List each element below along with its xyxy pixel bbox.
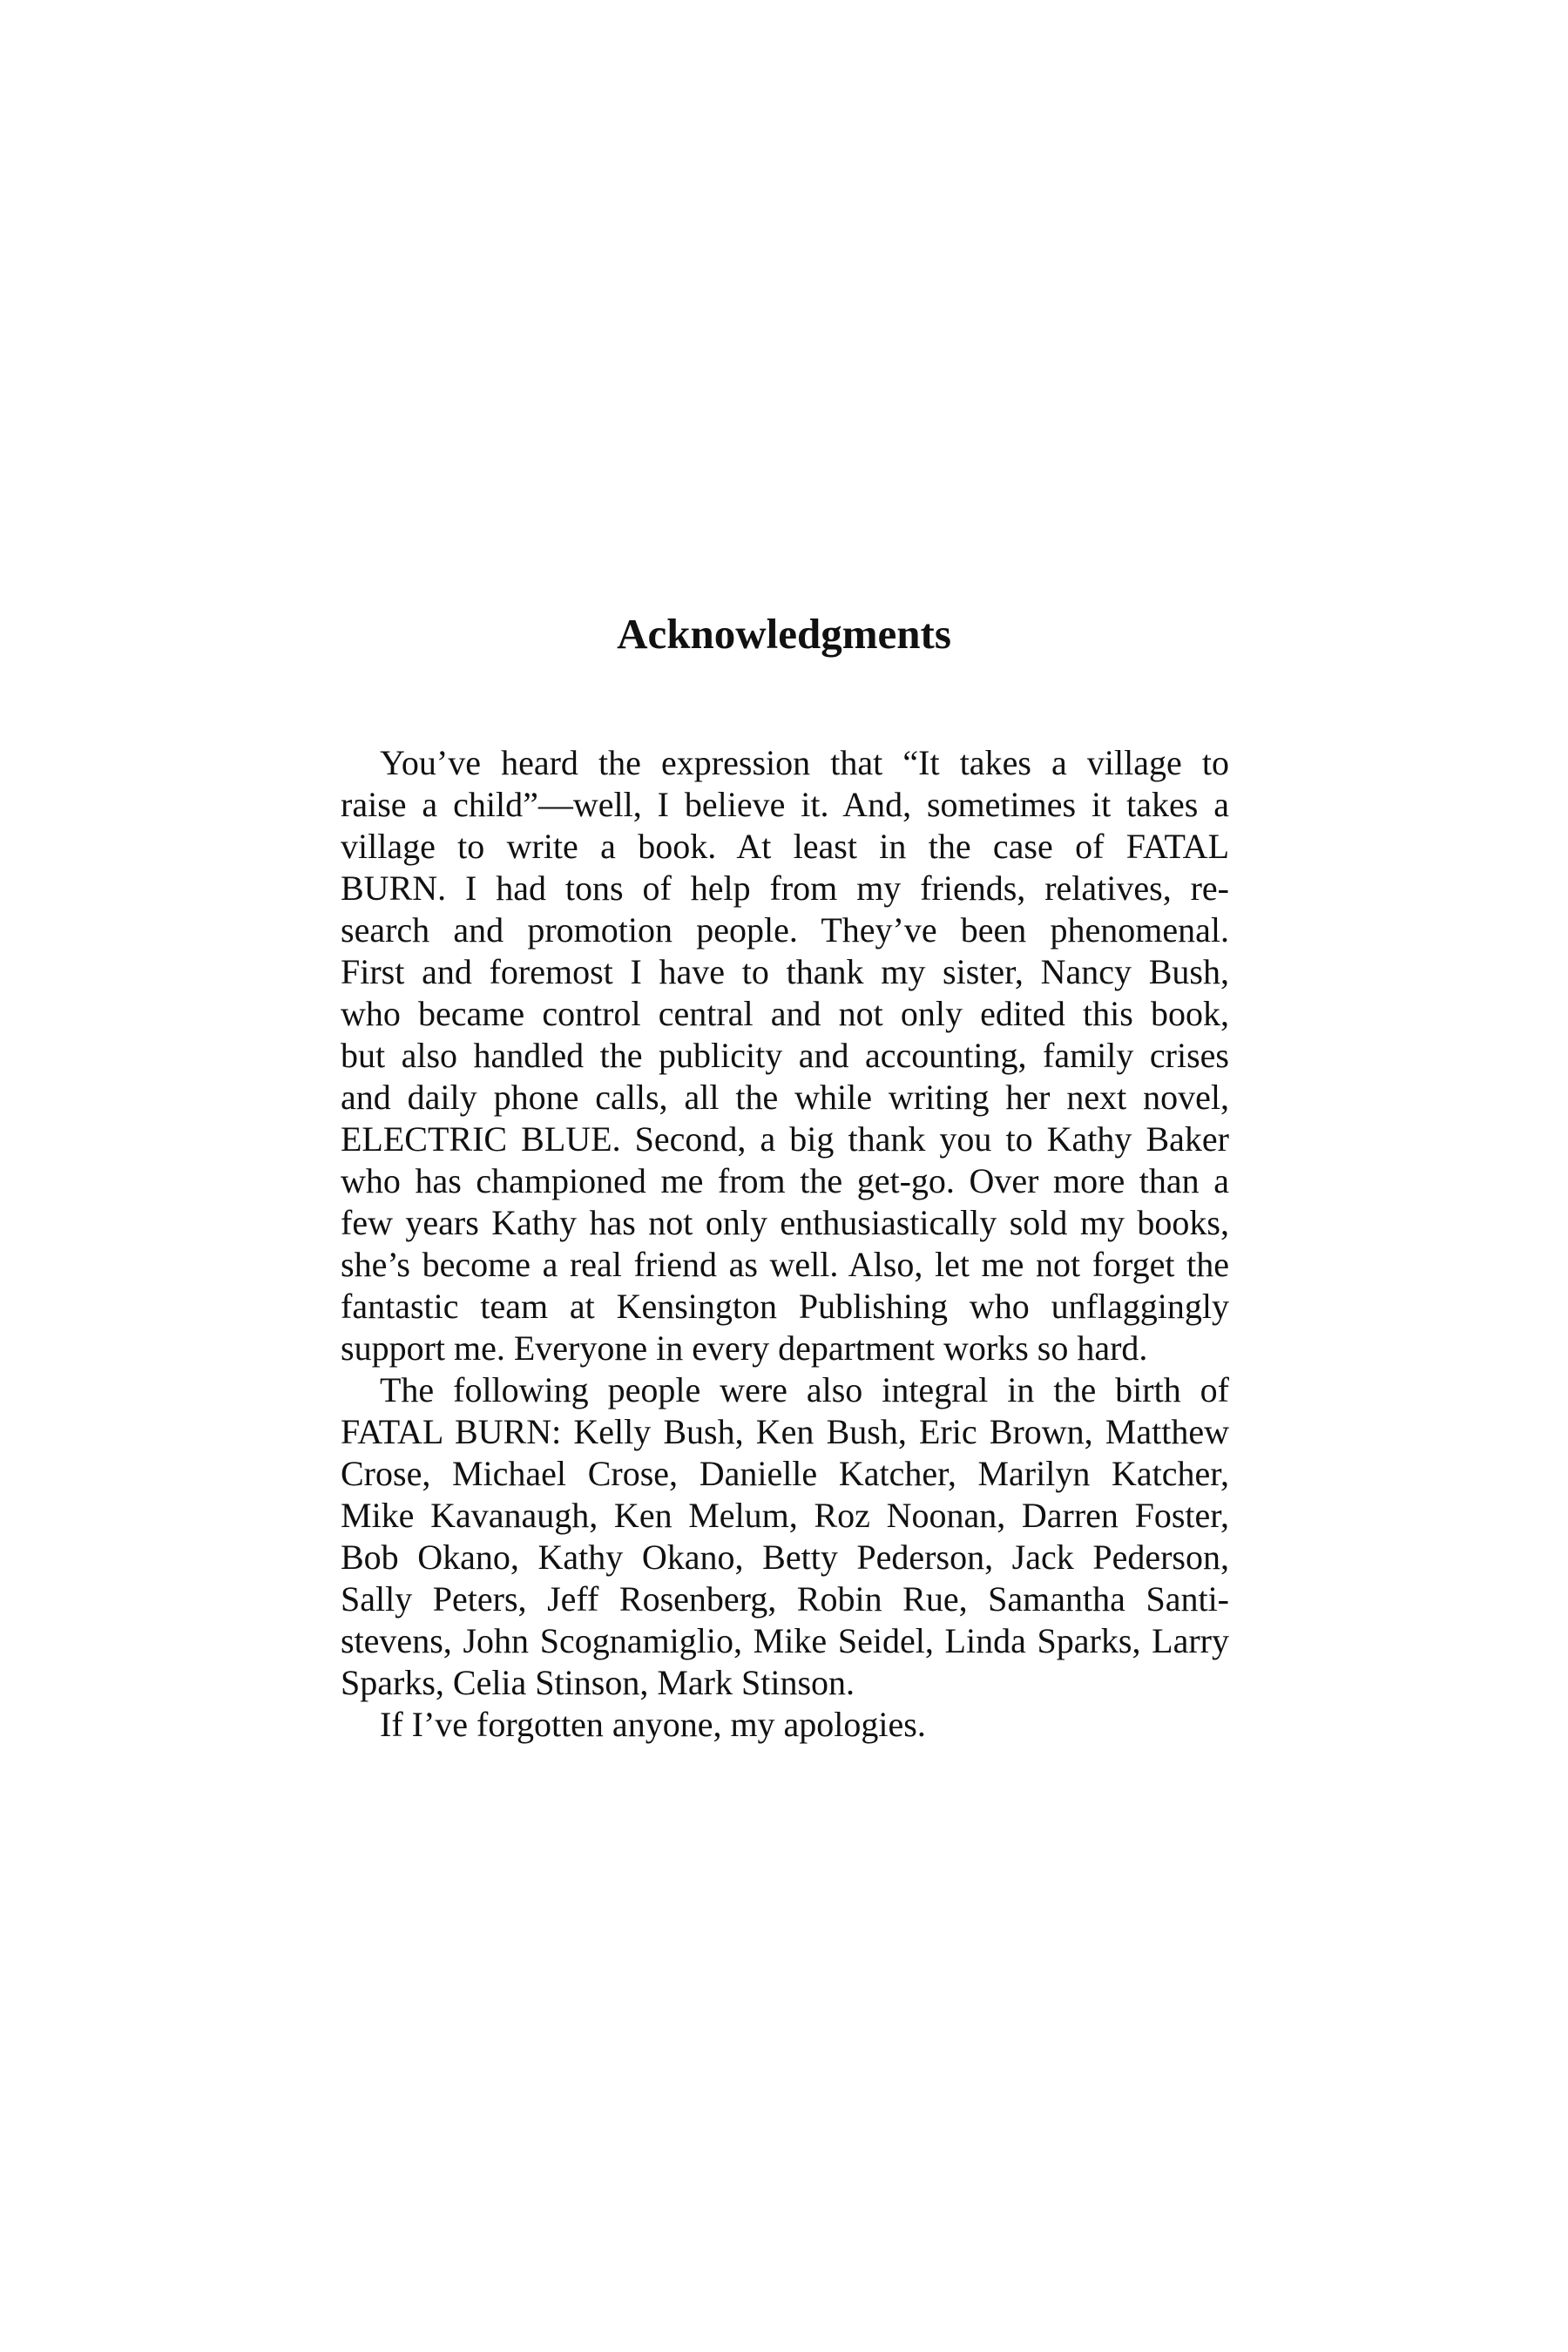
text-line: Bob Okano, Kathy Okano, Betty Pederson, Jack Pederson, — [341, 1538, 1229, 1577]
text-line: Crose, Michael Crose, Danielle Katcher, Marilyn Katcher, — [341, 1454, 1229, 1493]
text-line: Mike Kavanaugh, Ken Melum, Roz Noonan, Darren Foster, — [341, 1496, 1229, 1535]
text-line: she’s become a real friend as well. Also, let me not forget the — [341, 1245, 1229, 1284]
acknowledgments-body — [341, 742, 1229, 1746]
text-line: who became control central and not only edited this book, — [341, 994, 1229, 1033]
text-line: support me. Everyone in every department works so hard. — [341, 1328, 1148, 1368]
paragraph-2 — [341, 1369, 1229, 1704]
text-line: Sparks, Celia Stinson, Mark Stinson. — [341, 1663, 855, 1702]
text-line: fantastic team at Kensington Publishing who unflaggingly — [341, 1287, 1229, 1326]
text-line: search and promotion people. They’ve been phenomenal. — [341, 910, 1229, 950]
text-line: and daily phone calls, all the while writing her next novel, — [341, 1078, 1229, 1117]
text-line: stevens, John Scognamiglio, Mike Seidel, Linda Sparks, Larry — [341, 1621, 1229, 1660]
text-line: The following people were also integral in the birth of — [380, 1370, 1229, 1409]
text-line: who has championed me from the get-go. Over more than a — [341, 1161, 1229, 1200]
text-line: village to write a book. At least in the case of FATAL — [341, 827, 1229, 866]
text-line: few years Kathy has not only enthusiastically sold my books, — [341, 1203, 1229, 1242]
text-line: If I’ve forgotten anyone, my apologies. — [380, 1705, 926, 1744]
text-line: raise a child”—well, I believe it. And, sometimes it takes a — [341, 785, 1229, 824]
text-line: Sally Peters, Jeff Rosenberg, Robin Rue, Samantha Santi- — [341, 1579, 1229, 1619]
text-line: You’ve heard the expression that “It takes a village to — [380, 743, 1229, 782]
text-line: but also handled the publicity and accounting, family crises — [341, 1036, 1229, 1075]
text-line: First and foremost I have to thank my sister, Nancy Bush, — [341, 952, 1229, 991]
paragraph-1 — [341, 742, 1229, 1369]
text-line: FATAL BURN: Kelly Bush, Ken Bush, Eric Brown, Matthew — [341, 1412, 1229, 1451]
text-line: ELECTRIC BLUE. Second, a big thank you to Kathy Baker — [341, 1119, 1229, 1159]
paragraph-3 — [341, 1704, 1229, 1746]
page-title: Acknowledgments — [617, 610, 951, 658]
text-line: BURN. I had tons of help from my friends, relatives, re- — [341, 868, 1229, 908]
